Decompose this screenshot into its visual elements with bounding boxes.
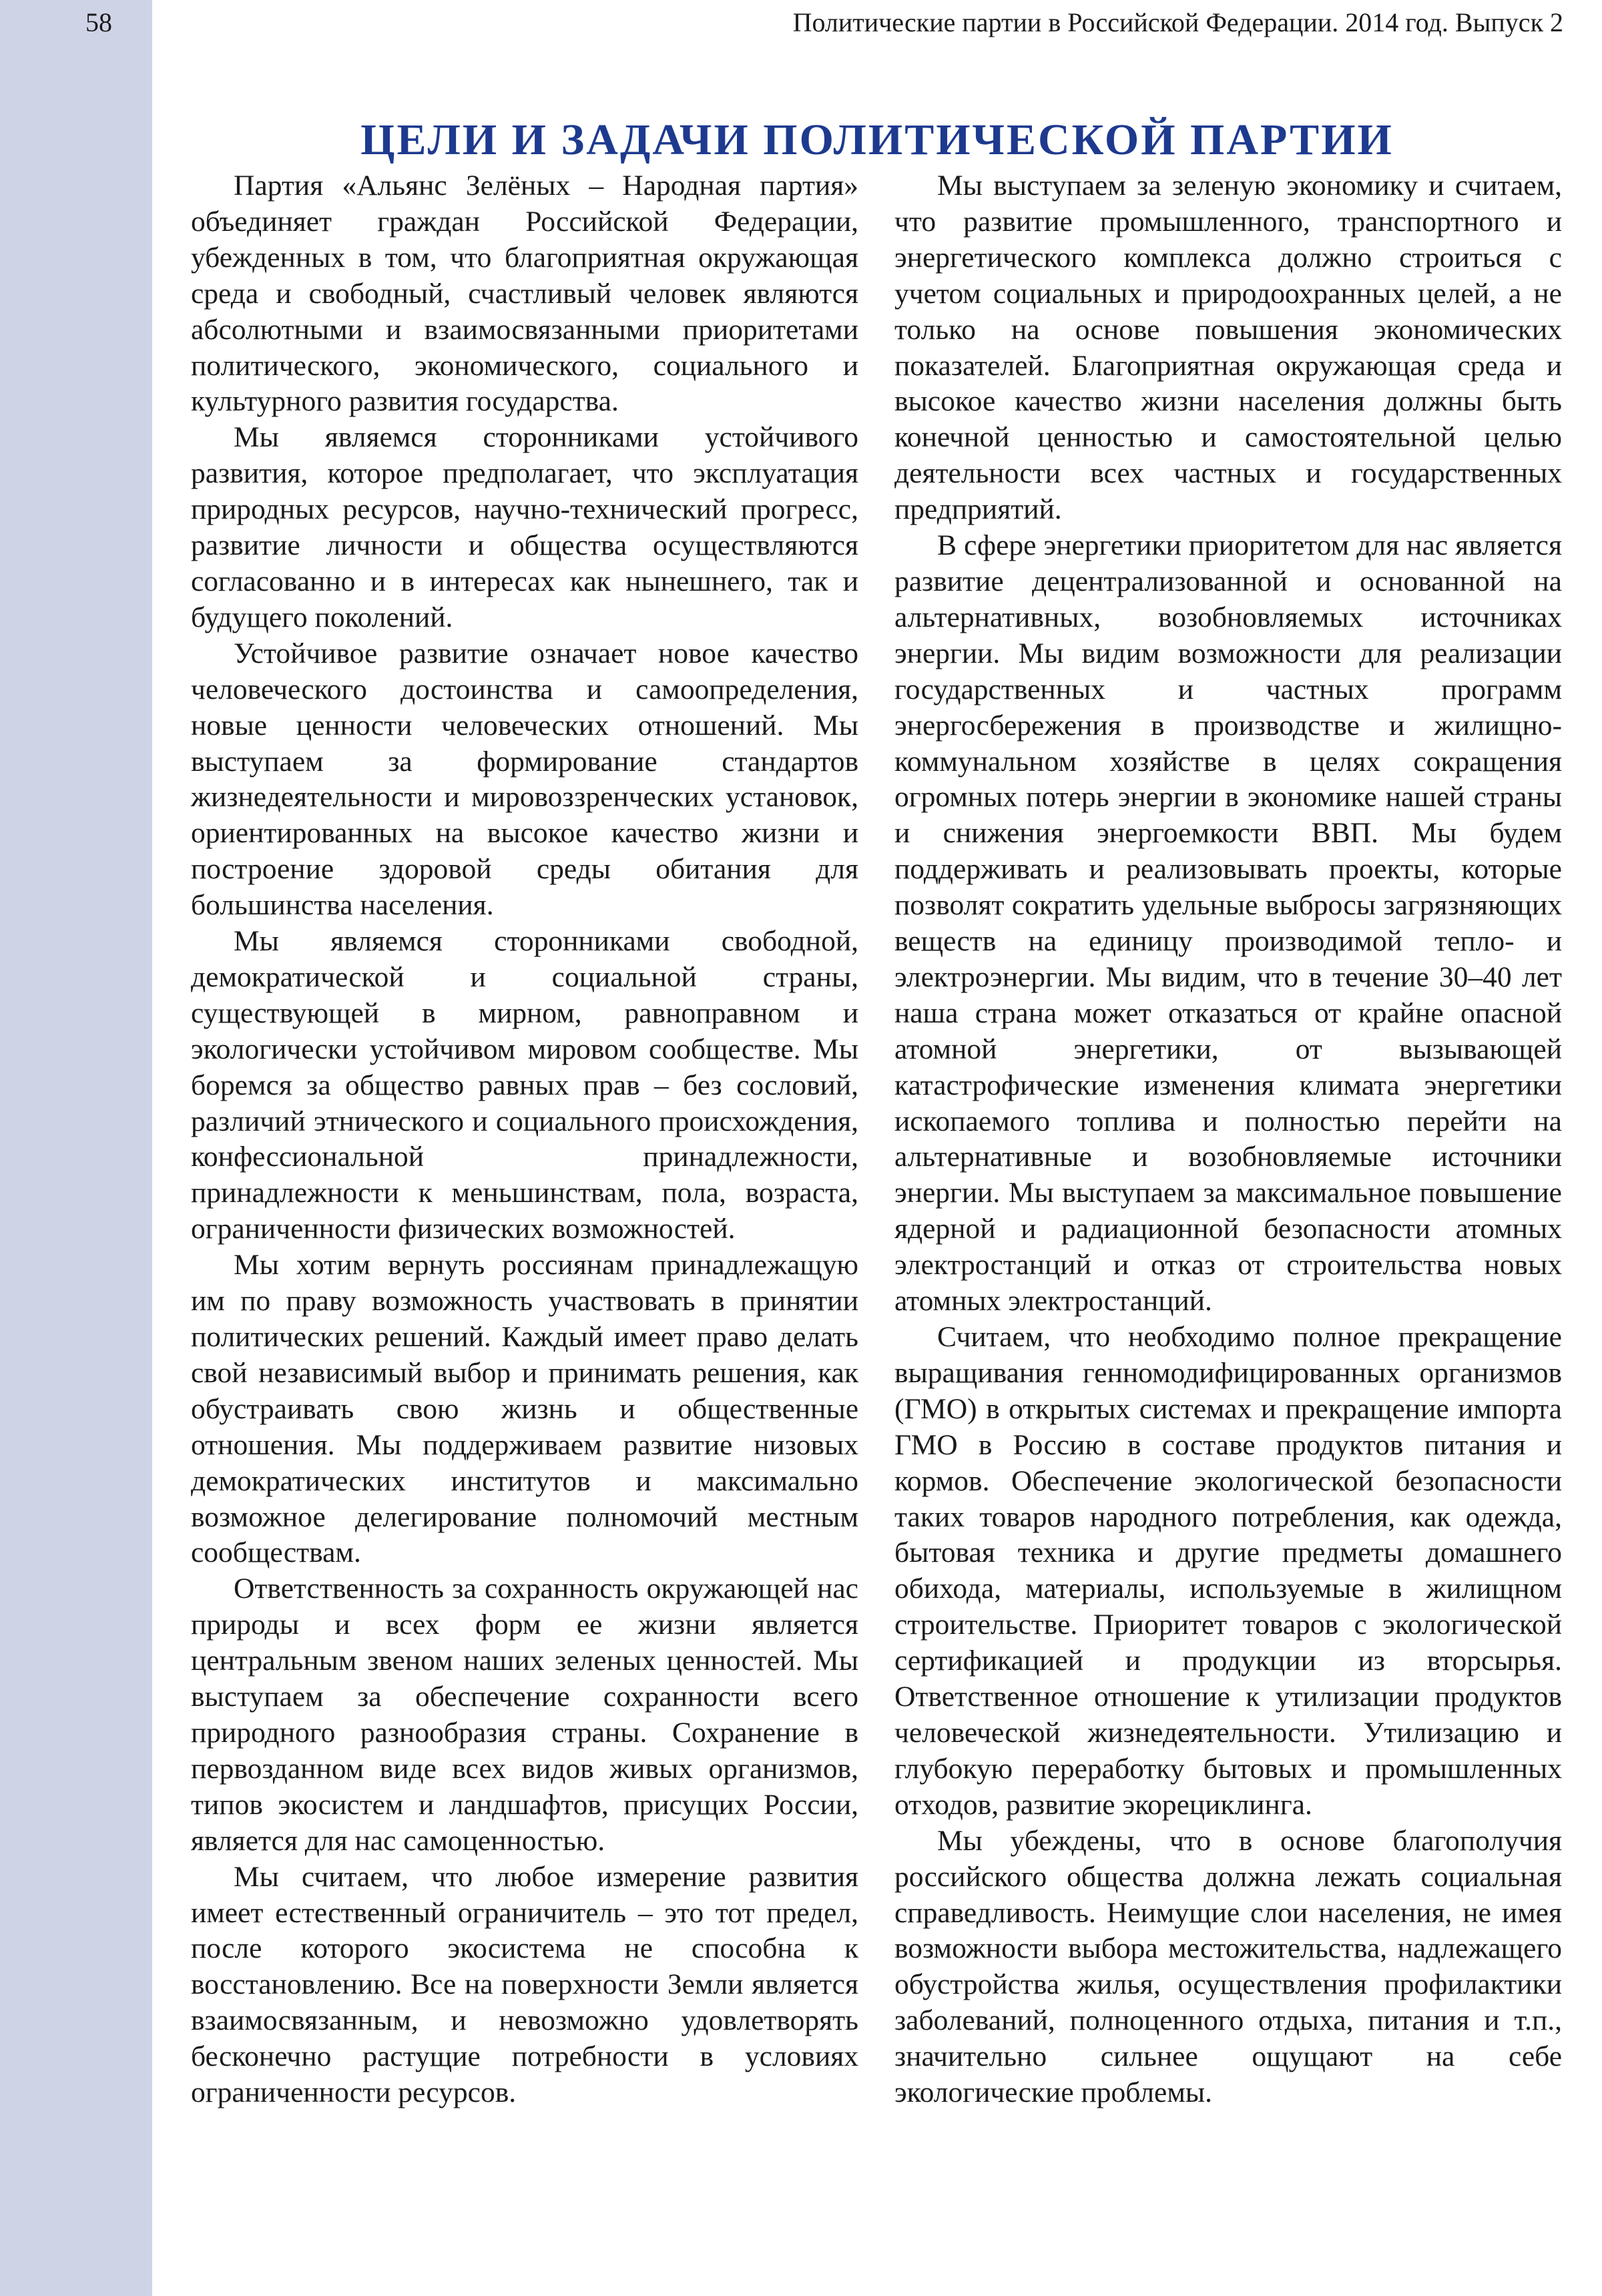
page-number: 58 (85, 7, 112, 37)
page-side-band (0, 0, 152, 2296)
paragraph: Устойчивое развитие означает новое качество человеческого достоинства и самоопределения, новые ценности человеческих отношений. Мы выступаем за формирование стандартов жизнедеятельности и мировоззренческих установок, ориентированных на высокое качество жизни и построение здоровой среды обитания для большинства населения. (191, 637, 858, 922)
paragraph: Партия «Альянс Зелёных – Народная партия» объединяет граждан Российской Федерации, убежденных в том, что благоприятная окружающая среда и свободный, счастливый человек являются абсолютными и взаимосвязанными приоритетами политического, экономического, социального и культурного развития государства. (191, 170, 858, 418)
paragraph: Мы хотим вернуть россиянам принадлежащую им по праву возможность участвовать в принятии политических решений. Каждый имеет право делать свой независимый выбор и принимать решения, как обустраивать свою жизнь и общественные отношения. Мы поддерживаем развитие низовых демократических институтов и максимально возможное делегирование полномочий местным сообществам. (191, 1249, 858, 1569)
paragraph: Мы выступаем за зеленую экономику и считаем, что развитие промышленного, транспортного и энергетического комплекса должно строиться с учетом социальных и природоохранных целей, а не только на основе повышения экономических показателей. Благоприятная окружающая среда и высокое качество жизни населения должны быть конечной ценностью и самостоятельной целью деятельности всех частных и государственных предприятий. (894, 170, 1562, 526)
running-header: Политические партии в Российской Федерации. 2014 год. Выпуск 2 (792, 7, 1563, 37)
right-column (894, 168, 1562, 2111)
paragraph: Мы являемся сторонниками свободной, демократической и социальной страны, существующей в мирном, равноправном и экологически устойчивом мировом сообществе. Мы боремся за общество равных прав – без сословий, различий этнического и социального происхождения, конфессиональной принадлежности, принадлежности к меньшинствам, пола, возраста, ограниченности физических возможностей. (191, 925, 858, 1245)
paragraph: Ответственность за сохранность окружающей нас природы и всех форм ее жизни является центральным звеном наших зеленых ценностей. Мы выступаем за обеспечение сохранности всего природного разнообразия страны. Сохранение в первозданном виде всех видов живых организмов, типов экосистем и ландшафтов, присущих России, является для нас самоценностью. (191, 1572, 858, 1857)
paragraph: В сфере энергетики приоритетом для нас является развитие децентрализованной и основанной на альтернативных, возобновляемых источниках энергии. Мы видим возможности для реализации государственных и частных программ энергосбережения в производстве и жилищно-коммунальном хозяйстве в целях сокращения огромных потерь энергии в экономике нашей страны и снижения энергоемкости ВВП. Мы будем поддерживать и реализовывать проекты, которые позволят сократить удельные выбросы загрязняющих веществ на единицу производимой тепло- и электроэнергии. Мы видим, что в течение 30–40 лет наша страна может отказаться от крайне опасной атомной энергетики, от вызывающей катастрофические изменения климата энергетики ископаемого топлива и полностью перейти на альтернативные и возобновляемые источники энергии. Мы выступаем за максимальное повышение ядерной и радиационной безопасности атомных электростанций и отказ от строительства новых атомных электростанций. (894, 529, 1562, 1318)
paragraph: Мы являемся сторонниками устойчивого развития, которое предполагает, что эксплуатация природных ресурсов, научно-технический прогресс, развитие личности и общества осуществляются согласованно и в интересах как нынешнего, так и будущего поколений. (191, 421, 858, 633)
page-title: ЦЕЛИ И ЗАДАЧИ ПОЛИТИЧЕСКОЙ ПАРТИИ (360, 115, 1394, 165)
paragraph: Считаем, что необходимо полное прекращение выращивания генномодифицированных организмов (ГМО) в открытых системах и прекращение импорта ГМО в Россию в составе продуктов питания и кормов. Обеспечение экологической безопасности таких товаров народного потребления, как одежда, бытовая техника и другие предметы домашнего обихода, материалы, используемые в жилищном строительстве. Приоритет товаров с экологической сертификацией и продукции из вторсырья. Ответственное отношение к утилизации продуктов человеческой жизнедеятельности. Утилизацию и глубокую переработку бытовых и промышленных отходов, развитие экорециклинга. (894, 1321, 1562, 1821)
left-column (191, 168, 858, 2111)
paragraph: Мы убеждены, что в основе благополучия российского общества должна лежать социальная справедливость. Неимущие слои населения, не имея возможности выбора местожительства, надлежащего обустройства жилья, осуществления профилактики заболеваний, полноценного отдыха, питания и т.п., значительно сильнее ощущают на себе экологические проблемы. (894, 1824, 1562, 2109)
paragraph: Мы считаем, что любое измерение развития имеет естественный ограничитель – это тот предел, после которого экосистема не способна к восстановлению. Все на поверхности Земли является взаимосвязанным, и невозможно удовлетворять бесконечно растущие потребности в условиях ограниченности ресурсов. (191, 1860, 858, 2109)
